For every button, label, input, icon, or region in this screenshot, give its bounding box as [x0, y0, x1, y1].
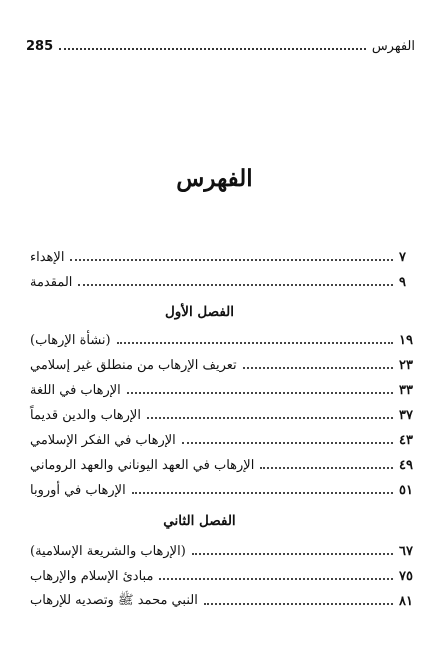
- toc-entry-page: ٥١: [399, 482, 413, 498]
- leader-dots: [117, 342, 393, 344]
- running-header-title: الفهرس: [371, 39, 415, 54]
- toc-entry: [30, 247, 413, 267]
- toc-entry-title: (نشأة الإرهاب): [30, 332, 111, 348]
- toc-entry: [30, 405, 413, 425]
- page-number: 285: [26, 39, 54, 54]
- toc-entry-page: ٣٣: [399, 382, 413, 398]
- toc-entry: [30, 480, 413, 500]
- toc-entry-title: الإرهاب في اللغة: [30, 382, 121, 398]
- toc-entry: [30, 430, 413, 450]
- toc-entry: [30, 330, 413, 350]
- toc-entry-title: الإرهاب في العهد اليوناني والعهد الروماني: [30, 457, 255, 473]
- toc-entry: [30, 591, 413, 611]
- toc-entry-page: ٤٣: [399, 432, 413, 448]
- chapter-heading: الفصل الثاني: [163, 513, 236, 529]
- toc-entry-title: مبادئ الإسلام والإرهاب: [30, 568, 154, 584]
- leader-dots: [260, 467, 393, 469]
- toc-entry-page: ٢٣: [399, 357, 413, 373]
- toc-entry-title: (الإرهاب والشريعة الإسلامية): [30, 543, 186, 559]
- leader-dots: [147, 417, 393, 419]
- toc-entry-title: النبي محمد ﷺ وتصديه للإرهاب: [30, 592, 198, 608]
- toc-entry-page: ٧٥: [399, 568, 413, 584]
- toc-entry-page: ٣٧: [399, 407, 413, 423]
- running-header: [26, 36, 415, 54]
- toc-entry-page: ٩: [399, 274, 406, 290]
- leader-dots: [127, 392, 393, 394]
- chapter-heading: الفصل الأول: [164, 304, 235, 320]
- leader-dots: [243, 367, 393, 369]
- leader-dots: [204, 603, 393, 605]
- toc-entry-page: ١٩: [399, 332, 413, 348]
- toc-entry-title: المقدمة: [30, 274, 73, 290]
- toc-entry-title: الإرهاب والدين قديماً: [30, 407, 141, 423]
- leader-dots: [78, 284, 393, 286]
- toc-entry: [30, 541, 413, 561]
- toc-entry-title: الإرهاب في الفكر الإسلامي: [30, 432, 176, 448]
- leader-dots: [70, 259, 393, 261]
- leader-dots: [182, 442, 393, 444]
- toc-entry-page: ٧: [399, 249, 406, 265]
- toc-entry: [30, 355, 413, 375]
- page-title: الفهرس: [176, 165, 253, 192]
- toc-entry: [30, 272, 413, 292]
- leader-dots: [192, 553, 393, 555]
- leader-dots: [159, 578, 393, 580]
- toc-entry: [30, 566, 413, 586]
- toc-entry-title: تعريف الإرهاب من منطلق غير إسلامي: [30, 357, 237, 373]
- toc-entry: [30, 380, 413, 400]
- toc-entry-title: الإهداء: [30, 249, 65, 265]
- leader-dots: [132, 492, 393, 494]
- leader-dots: [59, 48, 366, 50]
- toc-entry-page: ٨١: [399, 593, 413, 609]
- toc-entry: [30, 455, 413, 475]
- toc-entry-page: ٦٧: [399, 543, 413, 559]
- toc-entry-title: الإرهاب في أوروبا: [30, 482, 126, 498]
- toc-entry-page: ٤٩: [399, 457, 413, 473]
